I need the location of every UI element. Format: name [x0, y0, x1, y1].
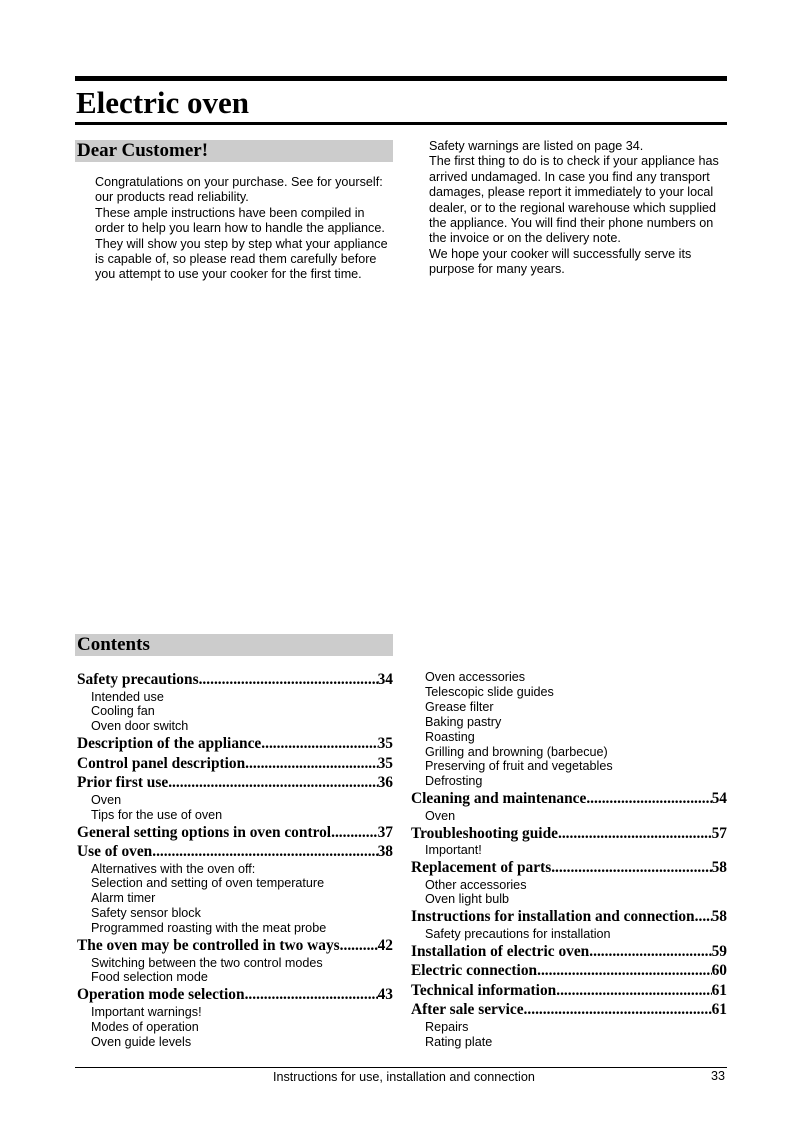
top-rule	[75, 76, 727, 81]
toc-entry-label: Cleaning and maintenance	[411, 790, 587, 808]
toc-leader-dots	[245, 985, 378, 1005]
toc-page-number: 54	[711, 790, 727, 808]
intro-left-paragraph: Congratulations on your purchase. See for yourself: our products read reliability.	[95, 175, 383, 205]
toc-leader-dots	[556, 981, 711, 1001]
toc-entry-label: Replacement of parts	[411, 859, 552, 877]
toc-entry[interactable]	[77, 670, 393, 690]
toc-entry[interactable]	[77, 754, 393, 774]
intro-left-paragraph: These ample instructions have been compiled in order to help you learn how to handle the appliance. They will show you step by step what your appliance is capable of, so please read them carefully before you attempt to use your cooker for the first time.	[95, 205, 388, 282]
contents-heading-bar	[75, 634, 393, 656]
toc-entry[interactable]	[77, 734, 393, 754]
toc-subentry: Oven	[91, 792, 122, 807]
toc-subentry: Alarm timer	[91, 891, 156, 906]
toc-page-number: 37	[377, 823, 393, 841]
toc-entry-label: Use of oven	[77, 843, 153, 861]
toc-entry[interactable]	[411, 1000, 727, 1020]
toc-subentry: Oven accessories	[425, 670, 526, 684]
toc-subentry: Oven light bulb	[425, 892, 510, 907]
toc-entry-label: Electric connection	[411, 962, 538, 980]
toc-page-number: 60	[711, 962, 727, 980]
intro-right-paragraph: The first thing to do is to check if your appliance has arrived undamaged. In case you find any transport damages, please report it immediately to your local dealer, or to the regional warehouse which supplied the appliance. You will find their phone numbers on the invoice or on the delivery note.	[429, 154, 719, 246]
intro-left-text	[95, 175, 395, 283]
toc-page-number: 58	[711, 908, 727, 926]
toc-subentry: Safety precautions for installation	[425, 926, 611, 941]
toc-subentry: Preserving of fruit and vegetables	[425, 759, 613, 774]
toc-page-number: 57	[711, 824, 727, 842]
toc-page-number: 58	[711, 859, 727, 877]
dear-customer-heading: Dear Customer!	[77, 140, 209, 161]
toc-entry-label: General setting options in oven control	[77, 823, 332, 841]
toc-subentry: Cooling fan	[91, 704, 155, 719]
toc-subentry: Safety sensor block	[91, 906, 201, 921]
footer-text: Instructions for use, installation and connection	[273, 1070, 535, 1084]
toc-subentry: Modes of operation	[91, 1019, 199, 1034]
dear-customer-heading-bar	[75, 140, 393, 162]
toc-page-number: 42	[377, 937, 393, 955]
toc-entry-label: The oven may be controlled in two ways	[77, 937, 340, 955]
toc-subentry: Oven	[425, 808, 456, 823]
toc-subentry: Important!	[425, 843, 482, 858]
toc-leader-dots	[586, 789, 711, 809]
footer-rule	[75, 1067, 727, 1068]
toc-entry-label: Installation of electric oven	[411, 942, 590, 960]
toc-leader-dots	[199, 670, 378, 690]
toc-leader-dots	[152, 842, 377, 862]
toc-subentry: Rating plate	[425, 1034, 493, 1049]
toc-subentry: Oven door switch	[91, 719, 189, 734]
toc-subentry: Other accessories	[425, 877, 527, 892]
toc-leader-dots	[331, 823, 378, 843]
toc-page-number: 61	[711, 981, 727, 999]
toc-subentry: Important warnings!	[91, 1004, 202, 1019]
toc-page-number: 43	[377, 986, 393, 1004]
toc-subentry: Intended use	[91, 689, 164, 704]
toc-subentry: Grease filter	[425, 699, 494, 714]
toc-entry[interactable]	[411, 789, 727, 809]
toc-leader-dots	[537, 961, 712, 981]
toc-subentry: Food selection mode	[91, 970, 208, 985]
toc-page-number: 59	[711, 942, 727, 960]
toc-entry-label: Safety precautions	[77, 671, 199, 688]
toc-page-number: 35	[377, 735, 393, 753]
toc-entry-label: Prior first use	[77, 774, 169, 792]
toc-subentry: Grilling and browning (barbecue)	[425, 744, 608, 759]
toc-leader-dots	[589, 942, 711, 962]
toc-entry-label: Technical information	[411, 981, 557, 999]
toc-leader-dots	[695, 907, 712, 927]
toc-subentry: Repairs	[425, 1019, 469, 1034]
toc-entry[interactable]	[77, 773, 393, 793]
toc-entry-label: After sale service	[411, 1001, 524, 1019]
intro-right-text	[429, 139, 729, 278]
toc-subentry: Selection and setting of oven temperature	[91, 876, 325, 891]
toc-leader-dots	[340, 936, 378, 956]
toc-entry[interactable]	[411, 824, 727, 844]
toc-entry[interactable]	[411, 961, 727, 981]
toc-entry[interactable]	[411, 907, 727, 927]
toc-subentry: Programmed roasting with the meat probe	[91, 921, 327, 936]
toc-page-number: 34	[377, 671, 393, 688]
contents-heading: Contents	[77, 634, 150, 655]
toc-entry[interactable]	[411, 858, 727, 878]
toc-entry-label: Instructions for installation and connection	[411, 908, 695, 926]
toc-leader-dots	[168, 773, 377, 793]
toc-entry[interactable]	[411, 942, 727, 962]
toc-page-number: 35	[377, 754, 393, 772]
toc-entry[interactable]	[77, 823, 393, 843]
toc-subentry: Telescopic slide guides	[425, 684, 554, 699]
toc-right-column	[411, 670, 727, 1050]
toc-subentry: Alternatives with the oven off:	[91, 861, 256, 876]
toc-subentry: Baking pastry	[425, 714, 502, 729]
toc-entry[interactable]	[77, 985, 393, 1005]
toc-page-number: 61	[711, 1001, 727, 1019]
toc-page-number: 38	[377, 843, 393, 861]
toc-page-number: 36	[377, 774, 393, 792]
toc-entry-label: Troubleshooting guide	[411, 824, 558, 842]
toc-subentry: Oven guide levels	[91, 1034, 192, 1049]
page-title: Electric oven	[76, 85, 250, 120]
toc-entry-label: Description of the appliance	[77, 735, 262, 753]
toc-subentry: Switching between the two control modes	[91, 955, 323, 970]
toc-entry[interactable]	[411, 981, 727, 1001]
toc-subentry: Roasting	[425, 729, 475, 744]
toc-entry-label: Control panel description	[77, 754, 246, 772]
page-number: 33	[711, 1069, 726, 1083]
toc-entry[interactable]	[77, 936, 393, 956]
toc-leader-dots	[261, 734, 377, 754]
toc-subentry: Defrosting	[425, 774, 483, 789]
toc-left-column	[77, 670, 393, 1050]
toc-entry[interactable]	[77, 842, 393, 862]
title-rule	[75, 122, 727, 125]
toc-leader-dots	[551, 858, 711, 878]
toc-leader-dots	[524, 1000, 712, 1020]
toc-entry-label: Operation mode selection	[77, 986, 245, 1004]
toc-leader-dots	[245, 754, 377, 774]
toc-leader-dots	[558, 824, 712, 844]
intro-right-paragraph: Safety warnings are listed on page 34.	[429, 139, 644, 153]
intro-right-paragraph: We hope your cooker will successfully serve its purpose for many years.	[429, 246, 692, 277]
toc-subentry: Tips for the use of oven	[91, 807, 223, 822]
